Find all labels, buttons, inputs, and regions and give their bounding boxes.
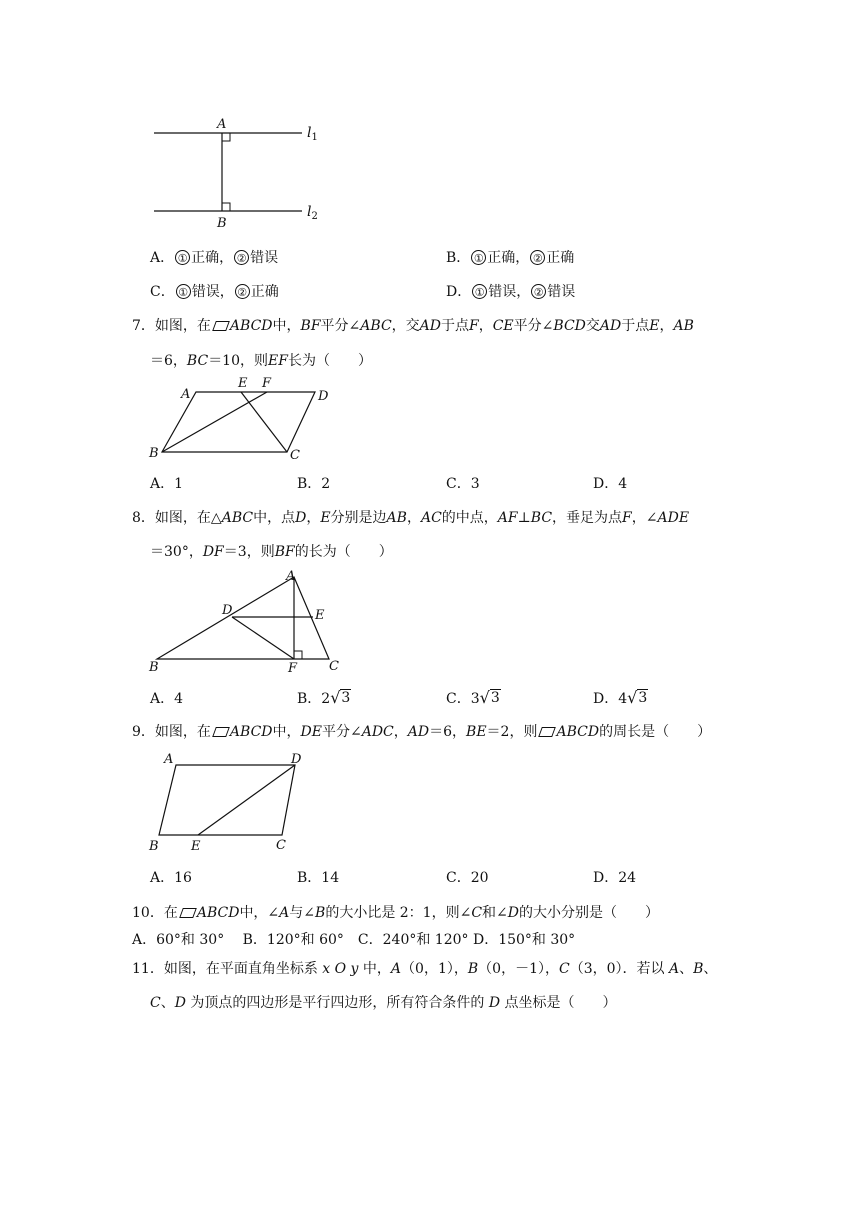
q6-figure bbox=[150, 112, 330, 232]
q9-option-b: B．14 bbox=[297, 870, 340, 886]
q7-label-A: A bbox=[181, 387, 191, 402]
q7-label-F: F bbox=[262, 376, 272, 391]
q6-label-l1: $l_1$ bbox=[307, 125, 318, 143]
q6-option-a: A． ① 正确， ② 错误 bbox=[150, 250, 279, 266]
parallelogram-symbol bbox=[212, 321, 230, 331]
q8-label-E: E bbox=[315, 608, 325, 623]
q9-label-D: D bbox=[291, 752, 302, 767]
q8-label-C: C bbox=[329, 659, 339, 674]
q11-stem-line1: 11．如图，在平面直角坐标系 x O y 中，A（0，1），B（0，－1），C（3，0）．若以 A、B、 bbox=[132, 961, 718, 977]
q9-label-E: E bbox=[191, 839, 201, 854]
q7-stem-line1: 7．如图，在 ABCD中，BF平分∠ABC，交AD于点F，CE平分∠BCD交AD于点E，AB bbox=[132, 318, 694, 334]
q10-stem: 10．在 ABCD中，∠A与∠B的大小比是 2：1，则∠C和∠D的大小分别是（ ） bbox=[132, 905, 660, 921]
parallelogram-symbol bbox=[179, 908, 197, 918]
q8-label-B: B bbox=[149, 660, 159, 675]
q8-figure bbox=[145, 566, 355, 676]
q6-option-c: C． ① 错误， ② 正确 bbox=[150, 284, 279, 300]
sqrt-symbol: √ 3 bbox=[479, 688, 500, 707]
q7-label-E: E bbox=[238, 376, 248, 391]
q7-option-a: A．1 bbox=[150, 476, 184, 492]
q9-option-d: D．24 bbox=[593, 870, 637, 886]
q6-label-B: B bbox=[217, 216, 227, 231]
q9-label-C: C bbox=[276, 838, 286, 853]
q7-option-c: C．3 bbox=[446, 476, 480, 492]
q8-option-c: C．3 √ 3 bbox=[446, 688, 500, 707]
q8-label-F: F bbox=[288, 661, 298, 676]
q7-label-C: C bbox=[290, 448, 300, 463]
q9-option-c: C．20 bbox=[446, 870, 489, 886]
parallelogram-symbol bbox=[539, 727, 557, 737]
q7-figure bbox=[145, 372, 345, 464]
q10-options: A．60°和 30° B．120°和 60° C．240°和 120° D．150°和 30° bbox=[132, 932, 576, 948]
sqrt-symbol: √ 3 bbox=[627, 688, 648, 707]
parallelogram-symbol bbox=[212, 727, 230, 737]
q7-option-d: D．4 bbox=[593, 476, 628, 492]
q7-stem-line2: ＝6，BC＝10，则EF长为（ ） bbox=[150, 353, 372, 369]
q6-option-d: D． ① 错误， ② 错误 bbox=[446, 284, 576, 300]
q8-stem-line1: 8．如图，在△ABC中，点D，E分别是边AB，AC的中点，AF⊥BC，垂足为点F，∠ADE bbox=[132, 510, 690, 526]
q9-label-A: A bbox=[164, 752, 174, 767]
q6-option-b: B． ① 正确， ② 正确 bbox=[446, 250, 575, 266]
q7-label-D: D bbox=[318, 389, 329, 404]
q8-label-A: A bbox=[286, 569, 296, 584]
q9-label-B: B bbox=[149, 839, 159, 854]
q8-option-d: D．4 √ 3 bbox=[593, 688, 648, 707]
q9-stem-line1: 9．如图，在 ABCD中，DE平分∠ADC，AD＝6，BE＝2，则 ABCD的周长是（ ） bbox=[132, 724, 712, 740]
q6-label-A: A bbox=[217, 117, 227, 132]
q7-label-B: B bbox=[149, 446, 159, 461]
q6-label-l2: $l_2$ bbox=[307, 204, 318, 222]
q9-option-a: A．16 bbox=[150, 870, 192, 886]
q8-option-b: B．2 √ 3 bbox=[297, 688, 351, 707]
q8-stem-line2: ＝30°，DF＝3，则BF的长为（ ） bbox=[150, 544, 393, 560]
q8-label-D: D bbox=[222, 603, 233, 618]
q11-stem-line2: C、D 为顶点的四边形是平行四边形，所有符合条件的 D 点坐标是（ ） bbox=[150, 995, 617, 1011]
q9-figure bbox=[145, 750, 325, 858]
sqrt-symbol: √ 3 bbox=[330, 688, 351, 707]
q8-option-a: A．4 bbox=[150, 691, 184, 707]
q7-option-b: B．2 bbox=[297, 476, 331, 492]
